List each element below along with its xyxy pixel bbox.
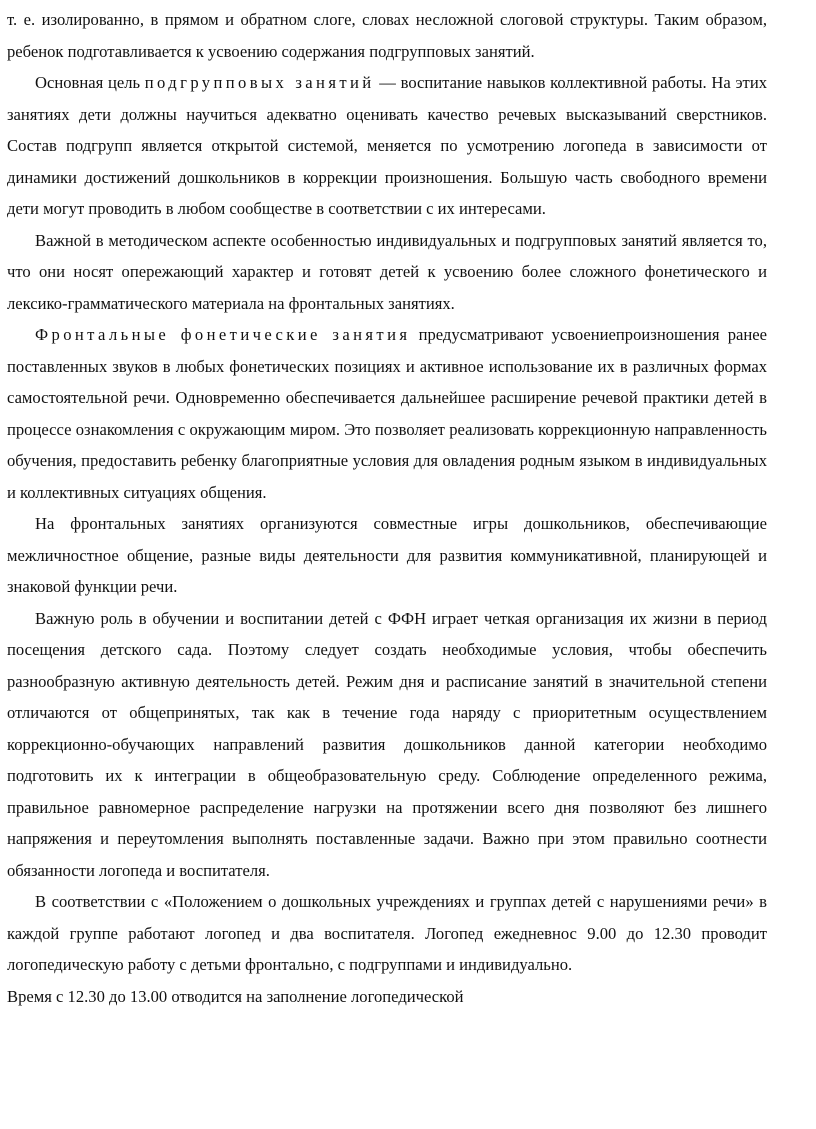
paragraph-2-lead: Основная цель	[35, 73, 145, 92]
paragraph-6: Важную роль в обучении и воспитании детей с ФФН играет четкая организация их жизни в период посещения детского сада. Поэтому следует создать необходимые условия, чтобы обеспечить разнообразную активную деятельность детей. Режим дня и расписание занятий в значительной степени отличаются от общепринятых, так как в течение года наряду с приоритетным осуществлением коррекционно-обучающих направлений развития дошкольников данной категории необходимо подготовить их к интеграции в общеобразовательную среду. Соблюдение определенного режима, правильное равномерное распределение нагрузки на протяжении всего дня позволяют без лишнего напряжения и переутомления выполнять поставленные задачи. Важно при этом правильно соотнести обязанности логопеда и воспитателя.	[7, 608, 767, 880]
paragraph-7-last-line: Время с 12.30 до 13.00 отводится на заполнение логопедической	[7, 986, 464, 1006]
spaced-term-frontal-lessons: Фронтальные фонетические занятия	[35, 325, 411, 344]
paragraph-3: Важной в методическом аспекте особенностью индивидуальных и подгрупповых занятий является то, что они носят опережающий характер и готовят детей к усвоению более сложного фонетического и лексико-грамматического материала на фронтальных занятиях.	[7, 230, 767, 313]
paragraph-4	[7, 319, 767, 508]
spaced-term-subgroup-lessons: подгрупповых занятий	[144, 73, 375, 92]
paragraph-2-body: — воспитание навыков коллективной работы. На этих занятиях дети должны научиться адекватно оценивать качество речевых высказываний сверстников. Состав подгрупп является открытой системой, меняется по усмотрению логопеда в зависимости от динамики достижений дошкольников в коррекции произношения. Большую часть свободного времени дети могут проводить в любом сообществе в соответствии с их интересами.	[7, 73, 767, 218]
paragraph-2	[7, 67, 767, 225]
document-page	[7, 4, 767, 1012]
paragraph-5: На фронтальных занятиях организуются совместные игры дошкольников, обеспечивающие межличностное общение, разные виды деятельности для развития коммуникативной, планирующей и знаковой функции речи.	[7, 514, 767, 596]
paragraph-4-body: предусматривают усвоениепроизношения ранее поставленных звуков в любых фонетических позициях и активное использование их в различных формах самостоятельной речи. Одновременно обеспечивается дальнейшее расширение речевой практики детей в процессе ознакомления с окружающим миром. Это позволяет реализовать коррекционную направленность обучения, предоставить ребенку благоприятные условия для овладения родным языком в индивидуальных и коллективных ситуациях общения.	[7, 325, 768, 502]
paragraph-1: т. е. изолированно, в прямом и обратном слоге, словах несложной слоговой структуры. Таким образом, ребенок подготавливается к усвоению содержания подгрупповых занятий.	[7, 10, 767, 61]
paragraph-7: В соответствии с «Положением о дошкольных учреждениях и группах детей с нарушениями речи» в каждой группе работают логопед и два воспитателя. Логопед ежедневнос 9.00 до 12.30 проводит логопедическую работу с детьми фронтально, с подгруппами и индивидуально.	[7, 892, 767, 974]
